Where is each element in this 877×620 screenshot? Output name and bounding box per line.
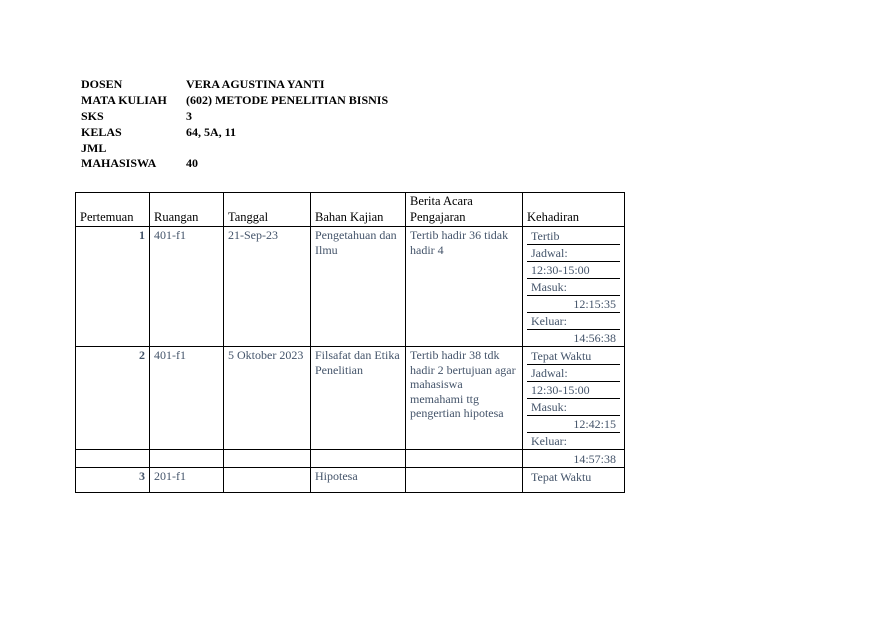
jadwal-label: Jadwal: — [527, 245, 620, 262]
bahan-cell: Pengetahuan dan Ilmu — [311, 227, 406, 347]
kehadiran-cell — [523, 227, 625, 347]
dosen-value: VERA AGUSTINA YANTI — [186, 77, 325, 91]
berita-cell — [406, 468, 523, 493]
pertemuan-cell: 3 — [76, 468, 150, 493]
table-row — [76, 227, 625, 347]
masuk-value: 12:15:35 — [527, 296, 620, 313]
ruangan-cell: 201-f1 — [150, 468, 224, 493]
sks-value: 3 — [186, 109, 192, 123]
jadwal-value: 12:30-15:00 — [527, 382, 620, 399]
kelas-value: 64, 5A, 11 — [186, 125, 237, 139]
mahasiswa-label: MAHASISWA — [81, 156, 157, 170]
sks-label: SKS — [81, 109, 104, 123]
col-ruangan: Ruangan — [150, 193, 224, 227]
kelas-label: KELAS — [81, 125, 122, 139]
attendance-table — [75, 192, 625, 493]
kehadiran-cell — [523, 347, 625, 450]
ruangan-cell: 401-f1 — [150, 227, 224, 347]
masuk-label: Masuk: — [527, 399, 620, 416]
table-row — [76, 450, 625, 468]
pertemuan-cell: 2 — [76, 347, 150, 450]
matkul-label: MATA KULIAH — [81, 93, 167, 107]
keluar-label: Keluar: — [531, 434, 567, 448]
berita-cell: Tertib hadir 38 tdk hadir 2 bertujuan agar mahasiswa memahami ttg pengertian hipotesa — [406, 347, 523, 450]
berita-cell: Tertib hadir 36 tidak hadir 4 — [406, 227, 523, 347]
jml-label: JML — [81, 141, 107, 155]
dosen-label: DOSEN — [81, 77, 123, 91]
col-pertemuan: Pertemuan — [76, 193, 150, 227]
keluar-value: 14:57:38 — [573, 452, 616, 466]
col-tanggal: Tanggal — [224, 193, 311, 227]
kehadiran-cell — [523, 450, 625, 468]
bahan-cell: Hipotesa — [311, 468, 406, 493]
table-row — [76, 347, 625, 450]
pertemuan-cell: 1 — [76, 227, 150, 347]
bahan-cell: Filsafat dan Etika Penelitian — [311, 347, 406, 450]
kehadiran-status: Tepat Waktu — [527, 348, 620, 365]
kehadiran-status: Tepat Waktu — [531, 470, 592, 484]
table-row — [76, 468, 625, 493]
jadwal-value: 12:30-15:00 — [527, 262, 620, 279]
ruangan-cell: 401-f1 — [150, 347, 224, 450]
kehadiran-cell — [523, 468, 625, 493]
col-bahan-kajian: Bahan Kajian — [311, 193, 406, 227]
table-header-row — [76, 193, 625, 227]
masuk-value: 12:42:15 — [527, 416, 620, 433]
tanggal-cell: 5 Oktober 2023 — [224, 347, 311, 450]
col-berita-acara: Berita Acara Pengajaran — [406, 193, 523, 227]
mahasiswa-value: 40 — [186, 156, 198, 170]
keluar-value: 14:56:38 — [573, 331, 616, 345]
tanggal-cell — [224, 468, 311, 493]
keluar-label: Keluar: — [527, 313, 620, 330]
col-kehadiran: Kehadiran — [523, 193, 625, 227]
masuk-label: Masuk: — [527, 279, 620, 296]
kehadiran-status: Tertib — [527, 228, 620, 245]
tanggal-cell: 21-Sep-23 — [224, 227, 311, 347]
jadwal-label: Jadwal: — [527, 365, 620, 382]
matkul-value: (602) METODE PENELITIAN BISNIS — [186, 93, 389, 107]
